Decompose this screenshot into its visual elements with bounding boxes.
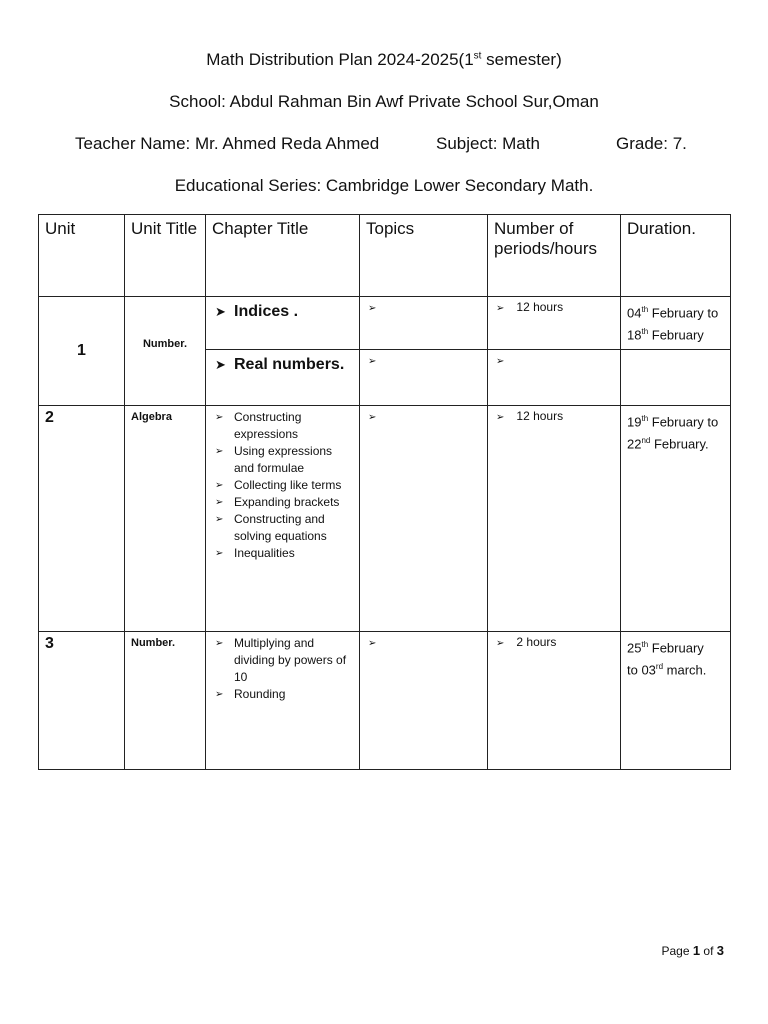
duration-cell: 19th February to 22nd February. [621,406,731,632]
col-duration: Duration. [621,215,731,297]
unit-number: 2 [39,406,125,632]
duration-cell: 25th February to 03rd march. [621,632,731,770]
chapter-item: ➢ Expanding brackets [212,494,353,511]
hours-cell: ➢ 2 hours [488,632,621,770]
topics-cell [360,632,488,770]
unit-title: Number. [125,632,206,770]
grade: Grade: 7. [616,134,687,153]
table-row [39,297,731,350]
chapter-cell [206,297,360,350]
chapter-item: ➢ Rounding [212,686,353,703]
chapter-item: ➢ Using expressions and formulae [212,443,353,477]
chapter-item: ➢ Constructing expressions [212,409,353,443]
topics-cell [360,350,488,406]
chapter-cell [206,632,360,770]
school-line: School: Abdul Rahman Bin Awf Private School Sur,Oman [169,92,599,111]
duration-cell [621,350,731,406]
topics-cell [360,297,488,350]
chapter-item: ➢ Multiplying and dividing by powers of 10 [212,635,353,686]
table-row [39,632,731,770]
hours-cell: ➢ 12 hours [488,406,621,632]
col-topics: Topics [360,215,488,297]
document-title: Math Distribution Plan 2024-2025(1st semester) [206,50,562,69]
topics-cell [360,406,488,632]
table-header-row [39,215,731,297]
arrowhead-bullet-icon: ➢ [368,303,377,314]
arrowhead-bullet-icon: ➢ [496,356,505,367]
col-chapter-title: Chapter Title [206,215,360,297]
arrowhead-bullet-icon: ➢ [496,412,505,423]
teacher-name: Teacher Name: Mr. Ahmed Reda Ahmed [75,134,380,153]
chapter-item: ➤ Real numbers. [212,353,353,376]
chapter-item: ➢ Constructing and solving equations [212,511,353,545]
unit-number: 3 [39,632,125,770]
chapter-item: ➤ Indices . [212,300,353,323]
hours-cell [488,350,621,406]
chapter-cell [206,406,360,632]
arrowhead-bullet-icon: ➢ [368,356,377,367]
unit-title: Number. [125,297,206,406]
table-row [39,406,731,632]
duration-cell: 04th February to 18th February [621,297,731,350]
col-periods: Number of periods/hours [488,215,621,297]
page-footer: Page 1 of 3 [661,943,724,958]
arrowhead-bullet-icon: ➢ [496,303,505,314]
chapter-item: ➢ Inequalities [212,545,353,562]
chapter-item: ➢ Collecting like terms [212,477,353,494]
chapter-cell [206,350,360,406]
unit-title: Algebra [125,406,206,632]
arrowhead-bullet-icon: ➢ [496,638,505,649]
arrowhead-bullet-icon: ➢ [368,412,377,423]
subject: Subject: Math [436,134,540,153]
distribution-table [38,214,731,770]
unit-number: 1 [39,297,125,406]
educational-series: Educational Series: Cambridge Lower Secondary Math. [174,176,594,195]
col-unit: Unit [39,215,125,297]
hours-cell: ➢ 12 hours [488,297,621,350]
arrowhead-bullet-icon: ➢ [368,638,377,649]
col-unit-title: Unit Title [125,215,206,297]
